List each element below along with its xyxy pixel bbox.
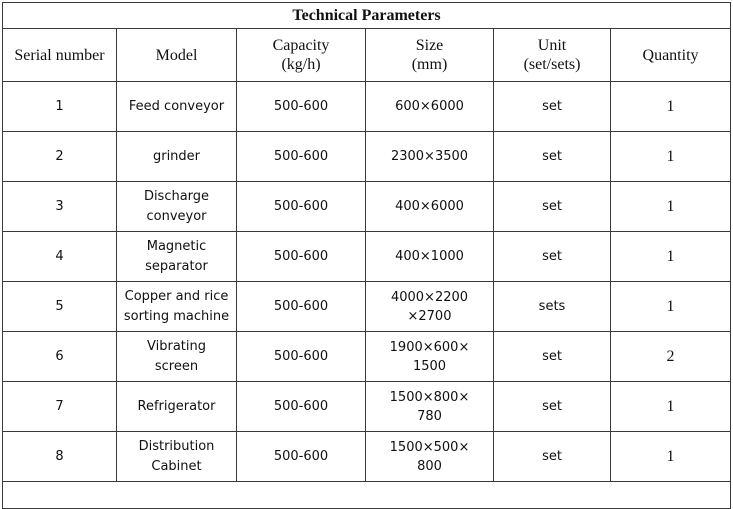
header-text: Serial number <box>14 46 105 64</box>
size-cell <box>366 132 494 182</box>
serial-number-cell: 8 <box>3 432 117 482</box>
quantity-cell: 1 <box>611 282 731 332</box>
unit-cell: set <box>494 182 611 232</box>
header-model <box>117 29 237 82</box>
capacity-cell: 500-600 <box>237 432 366 482</box>
capacity-cell: 500-600 <box>237 332 366 382</box>
header-text: Quantity <box>642 46 699 64</box>
capacity-cell: 500-600 <box>237 132 366 182</box>
size-cell-line: 2300×3500 <box>390 149 469 164</box>
unit-cell: set <box>494 132 611 182</box>
technical-parameters-table <box>2 2 731 509</box>
table-row <box>3 182 731 232</box>
model-cell <box>117 282 237 332</box>
quantity-cell: 1 <box>611 182 731 232</box>
model-cell-line: Copper and rice <box>124 288 229 304</box>
unit-cell: sets <box>494 282 611 332</box>
table-header-row <box>3 29 731 82</box>
model-cell-line: screen <box>154 358 199 374</box>
size-cell <box>366 332 494 382</box>
size-cell <box>366 232 494 282</box>
model-cell-line: separator <box>145 258 208 274</box>
serial-number-cell: 4 <box>3 232 117 282</box>
serial-number-cell: 2 <box>3 132 117 182</box>
model-cell-line: Cabinet <box>151 458 202 474</box>
model-cell-line: Refrigerator <box>137 398 216 414</box>
model-cell <box>117 382 237 432</box>
table-row <box>3 132 731 182</box>
size-cell-line: 400×1000 <box>395 249 464 264</box>
table-row <box>3 82 731 132</box>
unit-cell: set <box>494 82 611 132</box>
model-cell <box>117 182 237 232</box>
model-cell-line: Distribution <box>138 438 215 454</box>
quantity-cell: 1 <box>611 382 731 432</box>
header-quantity <box>611 29 731 82</box>
quantity-cell: 1 <box>611 132 731 182</box>
model-cell-line: conveyor <box>146 208 207 224</box>
model-cell-line: Vibrating <box>147 338 206 354</box>
size-cell <box>366 182 494 232</box>
capacity-cell: 500-600 <box>237 282 366 332</box>
header-text: Size <box>415 37 444 54</box>
unit-cell: set <box>494 332 611 382</box>
header-capacity <box>237 29 366 82</box>
unit-cell: set <box>494 232 611 282</box>
capacity-cell: 500-600 <box>237 182 366 232</box>
empty-cell <box>3 482 731 509</box>
unit-cell: set <box>494 432 611 482</box>
table-row <box>3 332 731 382</box>
size-cell-line: 800 <box>417 458 442 474</box>
header-unit-text: (set/sets) <box>523 56 581 73</box>
quantity-cell: 2 <box>611 332 731 382</box>
quantity-cell: 1 <box>611 232 731 282</box>
size-cell <box>366 382 494 432</box>
table-title: Technical Parameters <box>3 3 731 29</box>
serial-number-cell: 5 <box>3 282 117 332</box>
table-row <box>3 382 731 432</box>
header-serial-number <box>3 29 117 82</box>
table-body <box>3 82 731 482</box>
model-cell <box>117 432 237 482</box>
size-cell <box>366 432 494 482</box>
serial-number-cell: 1 <box>3 82 117 132</box>
size-cell-line: 1500×800× <box>389 389 470 405</box>
table-row <box>3 232 731 282</box>
header-unit-text: (kg/h) <box>281 56 321 73</box>
size-cell-line: 600×6000 <box>395 99 464 114</box>
size-cell <box>366 82 494 132</box>
table-row <box>3 282 731 332</box>
capacity-cell: 500-600 <box>237 382 366 432</box>
table-continuation-row <box>3 482 731 509</box>
size-cell-line: 400×6000 <box>395 199 464 214</box>
model-cell-line: Discharge <box>143 188 210 204</box>
serial-number-cell: 3 <box>3 182 117 232</box>
size-cell-line: 1500×500× <box>389 439 470 455</box>
quantity-cell: 1 <box>611 82 731 132</box>
header-text: Model <box>155 46 198 64</box>
size-cell-line: ×2700 <box>407 308 452 324</box>
model-cell-line: Magnetic <box>146 238 207 254</box>
size-cell-line: 780 <box>417 408 442 424</box>
serial-number-cell: 6 <box>3 332 117 382</box>
model-cell-line: Feed conveyor <box>128 98 225 114</box>
serial-number-cell: 7 <box>3 382 117 432</box>
model-cell <box>117 332 237 382</box>
size-cell-line: 1900×600× <box>389 339 470 355</box>
model-cell <box>117 132 237 182</box>
model-cell-line: sorting machine <box>123 308 230 324</box>
size-cell-line: 4000×2200 <box>390 289 469 305</box>
model-cell <box>117 82 237 132</box>
unit-cell: set <box>494 382 611 432</box>
header-unit-text: (mm) <box>411 56 448 73</box>
header-text: Unit <box>537 37 567 54</box>
size-cell <box>366 282 494 332</box>
header-unit <box>494 29 611 82</box>
model-cell <box>117 232 237 282</box>
model-cell-line: grinder <box>152 148 201 164</box>
table-row <box>3 432 731 482</box>
table-title-row <box>3 3 731 29</box>
header-size <box>366 29 494 82</box>
capacity-cell: 500-600 <box>237 82 366 132</box>
size-cell-line: 1500 <box>412 358 447 374</box>
capacity-cell: 500-600 <box>237 232 366 282</box>
quantity-cell: 1 <box>611 432 731 482</box>
header-text: Capacity <box>272 37 330 54</box>
